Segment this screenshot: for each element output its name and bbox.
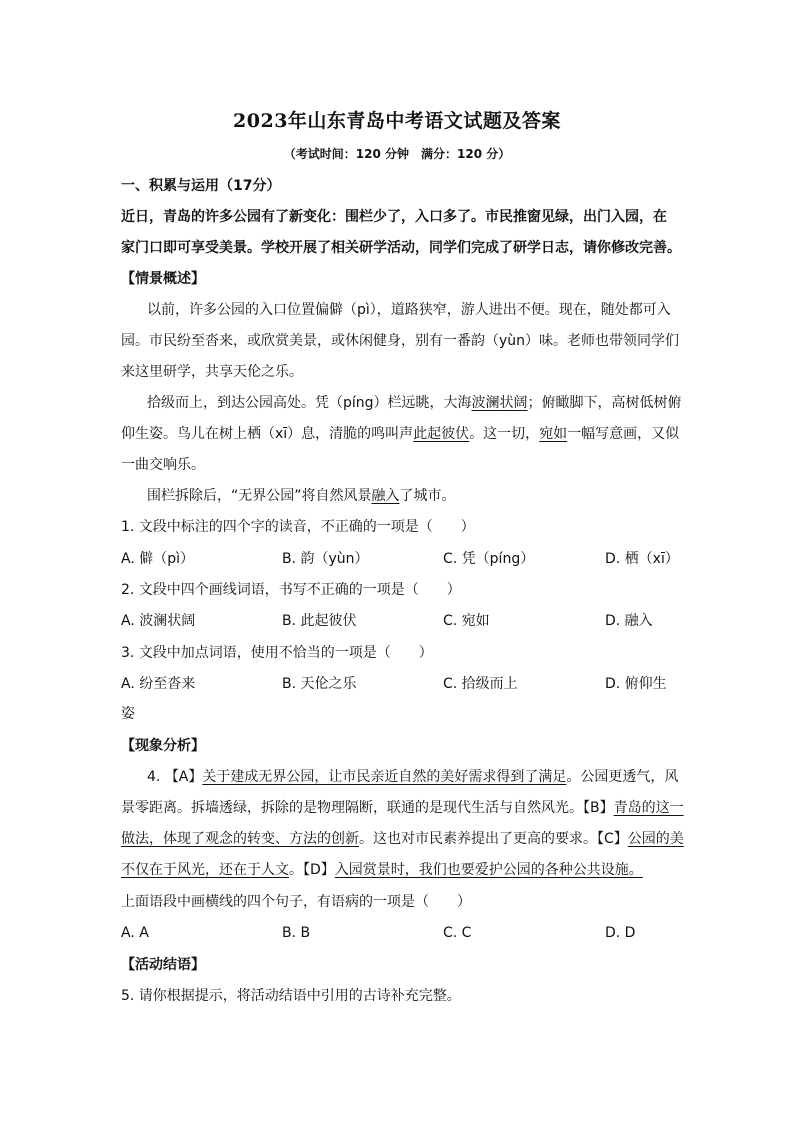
underlined-word: 此起彼伏 <box>413 426 470 442</box>
underlined-word: 宛如 <box>539 426 568 442</box>
q3-option-b: B. 天伦之乐 <box>282 676 357 692</box>
question-5-stem: 5. 请你根据提示，将活动结语中引用的古诗补充完整。 <box>121 988 461 1004</box>
scene-p2-line-2 <box>121 424 681 444</box>
page-title: 2023年山东青岛中考语文试题及答案 <box>233 110 561 132</box>
underlined-sentence-a: 关于建成无界公园，让市民亲近自然的美好需求得到了满足 <box>202 769 567 785</box>
underlined-sentence-c: 不仅在于风光，还在于人文 <box>121 862 289 878</box>
text: 4. <box>147 769 165 785</box>
sentence-tag: 【A】 <box>164 769 203 785</box>
scene-p1-line-3: 来这里研学，共享天伦之乐。 <box>121 364 303 380</box>
underlined-word: 融入 <box>371 488 400 504</box>
sentence-tag: 。【D】 <box>289 862 335 878</box>
section-heading: 一、积累与运用（17分） <box>121 178 281 194</box>
activity-heading: 【活动结语】 <box>121 957 205 973</box>
analysis-heading: 【现象分析】 <box>121 738 205 754</box>
analysis-line-2 <box>121 798 684 818</box>
text: 一幅写意画，又似 <box>567 426 680 442</box>
q4-option-b: B. B <box>282 925 311 941</box>
q1-option-a: A. 僻（pì） <box>121 551 195 567</box>
q2-option-b: B. 此起彼伏 <box>282 613 357 629</box>
intro-line-1: 近日，青岛的许多公园有了新变化：围栏少了，入口多了。市民推窗见绿，出门入园，在 <box>121 209 667 225</box>
scene-p2-line-1 <box>147 393 681 413</box>
question-1-stem: 1. 文段中标注的四个字的读音，不正确的一项是（ ） <box>121 519 475 535</box>
analysis-line-1 <box>147 767 681 787</box>
text: 仰生姿。鸟儿在树上栖（xī）息，清脆的鸣叫声 <box>121 426 414 442</box>
q2-option-d: D. 融入 <box>605 613 653 629</box>
scene-p3-line <box>147 486 681 506</box>
underlined-sentence-b: 青岛的这一 <box>613 800 684 816</box>
q4-option-d: D. D <box>605 925 636 941</box>
q3-option-d: D. 俯仰生 <box>605 676 667 692</box>
q2-option-c: C. 宛如 <box>443 613 490 629</box>
analysis-line-3 <box>121 829 684 849</box>
underlined-sentence-b: 做法，体现了观念的转变、方法的创新 <box>121 831 359 847</box>
scene-p1-line-2: 园。市民纷至沓来，或欣赏美景，或休闲健身，别有一番韵（yùn）味。老师也带领同学们 <box>121 333 680 349</box>
scene-p2-line-3: 一曲交响乐。 <box>121 457 205 473</box>
scene-heading: 【情景概述】 <box>121 271 205 287</box>
underlined-word: 波澜状阔 <box>471 395 528 411</box>
q1-option-c: C. 凭（píng） <box>443 551 535 567</box>
q1-option-b: B. 韵（yùn） <box>282 551 369 567</box>
q3-option-d-wrap: 姿 <box>121 706 135 722</box>
underlined-sentence-c: 公园的美 <box>627 831 684 847</box>
question-4-stem: 上面语段中画横线的四个句子，有语病的一项是（ ） <box>121 894 471 910</box>
question-3-stem: 3. 文段中加点词语，使用不恰当的一项是（ ） <box>121 645 433 661</box>
q3-option-a: A. 纷至沓来 <box>121 676 196 692</box>
text: 。这一切， <box>469 426 540 442</box>
text: 了城市。 <box>399 488 456 504</box>
text: 景零距离。拆墙透绿，拆除的是物理隔断，联通的是现代生活与自然风光。【B】 <box>121 800 614 816</box>
text: ；俯瞰脚下，高树低树俯 <box>527 395 682 411</box>
text: 拾级而上，到达公园高处。凭（píng）栏远眺，大海 <box>147 395 472 411</box>
q2-option-a: A. 波澜状阔 <box>121 613 196 629</box>
text: 围栏拆除后，“无界公园”将自然风景 <box>147 488 372 504</box>
underlined-sentence-d: 入园赏景时，我们也要爱护公园的各种公共设施。 <box>334 862 643 878</box>
q4-option-a: A. A <box>121 925 149 941</box>
analysis-line-4 <box>121 860 681 880</box>
scene-p1-line-1: 以前，许多公园的入口位置偏僻（pì），道路狭窄，游人进出不便。现在，随处都可入 <box>147 302 671 318</box>
q4-option-c: C. C <box>443 925 472 941</box>
text: 。这也对市民素养提出了更高的要求。【C】 <box>359 831 628 847</box>
q1-option-d: D. 栖（xī） <box>605 551 679 567</box>
text: 。公园更透气，风 <box>566 769 679 785</box>
intro-line-2: 家门口即可享受美景。学校开展了相关研学活动，同学们完成了研学日志，请你修改完善。 <box>121 240 681 256</box>
exam-info: （考试时间：120 分钟 满分：120 分） <box>283 147 511 161</box>
question-2-stem: 2. 文段中四个画线词语，书写不正确的一项是（ ） <box>121 582 461 598</box>
q3-option-c: C. 拾级而上 <box>443 676 518 692</box>
